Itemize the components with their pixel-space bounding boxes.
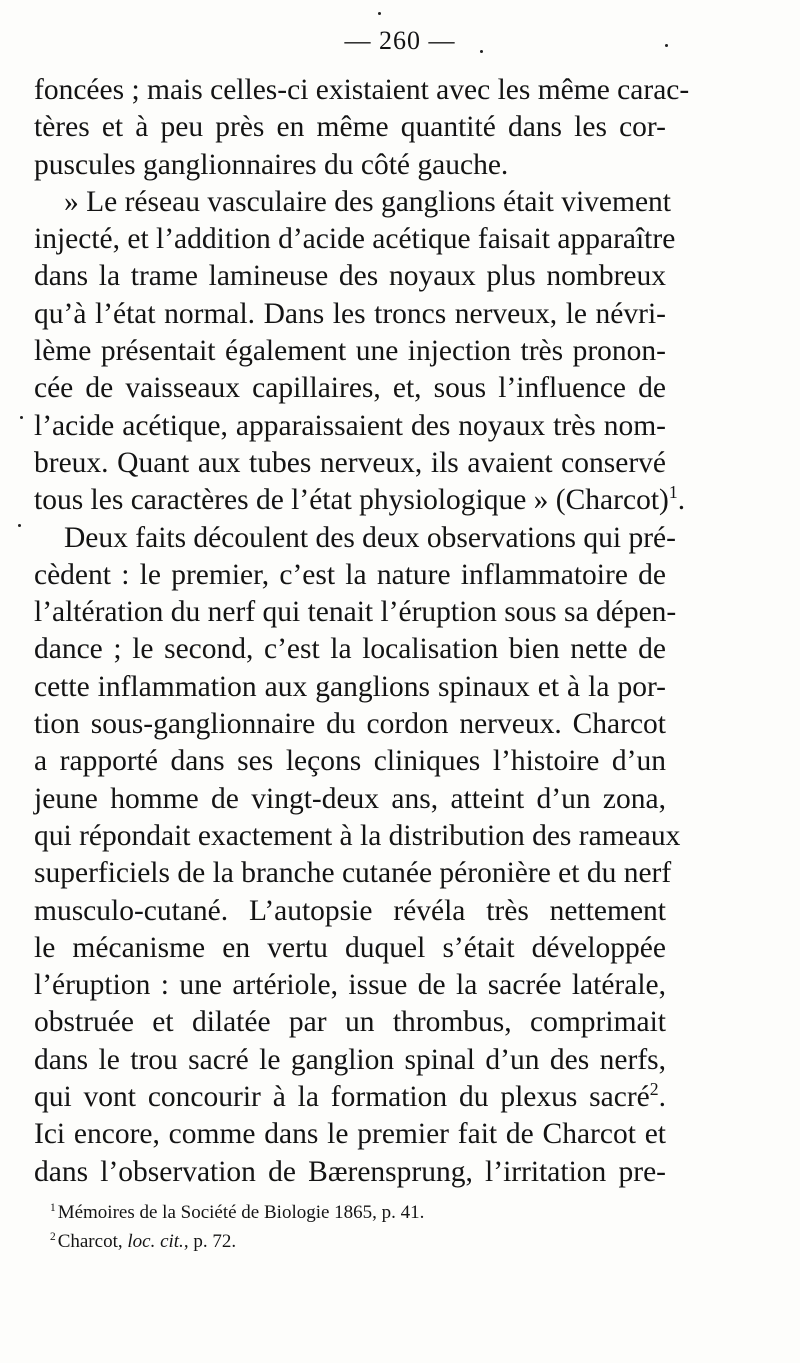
text-line: superficiels de la branche cutanée péronière et du nerf [34,857,672,890]
text-line [34,1079,666,1116]
text-line: Deux faits découlent des deux observations qui pré- [64,521,676,554]
text-line-body: tous les caractères de l’état physiologique » (Charcot) [34,484,669,517]
text-line: injecté, et l’addition d’acide acétique faisait apparaître [34,223,676,256]
footnote-1 [50,1198,650,1227]
footnotes [50,1198,650,1256]
text-line: tion sous-ganglionnaire du cordon nerveux. Charcot [34,708,666,741]
text-line: » Le réseau vasculaire des ganglions était vivement [64,185,671,218]
text-line: dans l’observation de Bærensprung, l’irritation pre- [34,1155,666,1188]
text-line: obstruée et dilatée par un thrombus, comprimait [34,1006,666,1039]
footnote-2 [50,1227,650,1256]
text-line: l’altération du nerf qui tenait l’éruption sous sa dépen- [34,596,677,629]
text-line: qui répondait exactement à la distribution des rameaux [34,819,681,852]
text-line: l’acide acétique, apparaissaient des noyaux très nom- [34,409,666,442]
text-line: l’éruption : une artériole, issue de la sacrée latérale, [34,969,666,1002]
text-line: qu’à l’état normal. Dans les troncs nerveux, le névri- [34,297,666,330]
footnote-ref-2: 2 [649,1079,659,1100]
text-line: dance ; le second, c’est la localisation bien nette de [34,633,666,666]
text-line: jeune homme de vingt-deux ans, atteint d’un zona, [34,782,666,815]
text-line: Ici encore, comme dans le premier fait de Charcot et [34,1118,666,1151]
print-speck [378,12,381,15]
footnote-text: , p. 72. [183,1231,237,1252]
text-line-end: . [658,1081,666,1114]
footnote-ref-1: 1 [668,482,678,503]
text-line: breux. Quant aux tubes nerveux, ils avaient conservé [34,446,666,479]
footnote-mark: 2 [50,1230,56,1243]
footnote-mark: 1 [50,1201,56,1214]
print-speck [480,50,483,53]
text-line: dans le trou sacré le ganglion spinal d’un des nerfs, [34,1043,666,1076]
print-speck [665,44,668,47]
print-speck [18,524,21,527]
text-line: a rapporté dans ses leçons cliniques l’histoire d’un [34,745,666,778]
text-line [34,482,686,519]
text-line: le mécanisme en vertu duquel s’était développée [34,931,666,964]
main-text [34,72,690,1191]
footnote-text: Mémoires de la Société de Biologie 1865, p. 41. [57,1202,425,1223]
text-line: lème présentait également une injection très pronon- [34,335,666,368]
text-line: tères et à peu près en même quantité dans les cor- [34,111,666,144]
footnote-text: Charcot, [57,1231,128,1252]
page-number: — 260 — [344,26,456,55]
text-line-end: . [677,484,686,517]
text-line: cée de vaisseaux capillaires, et, sous l’influence de [34,372,666,405]
text-line: dans la trame lamineuse des noyaux plus nombreux [34,260,666,293]
print-speck [20,416,23,419]
text-line: cèdent : le premier, c’est la nature inflammatoire de [34,558,666,591]
footnote-italic: loc. cit. [127,1231,184,1252]
text-line: puscules ganglionnaires du côté gauche. [34,148,509,181]
text-line: foncées ; mais celles-ci existaient avec les même carac- [34,74,690,106]
text-line: cette inflammation aux ganglions spinaux et à la por- [34,670,666,703]
text-line: musculo-cutané. L’autopsie révéla très nettement [34,894,666,927]
text-line-body: qui vont concourir à la formation du plexus sacré [34,1081,650,1114]
